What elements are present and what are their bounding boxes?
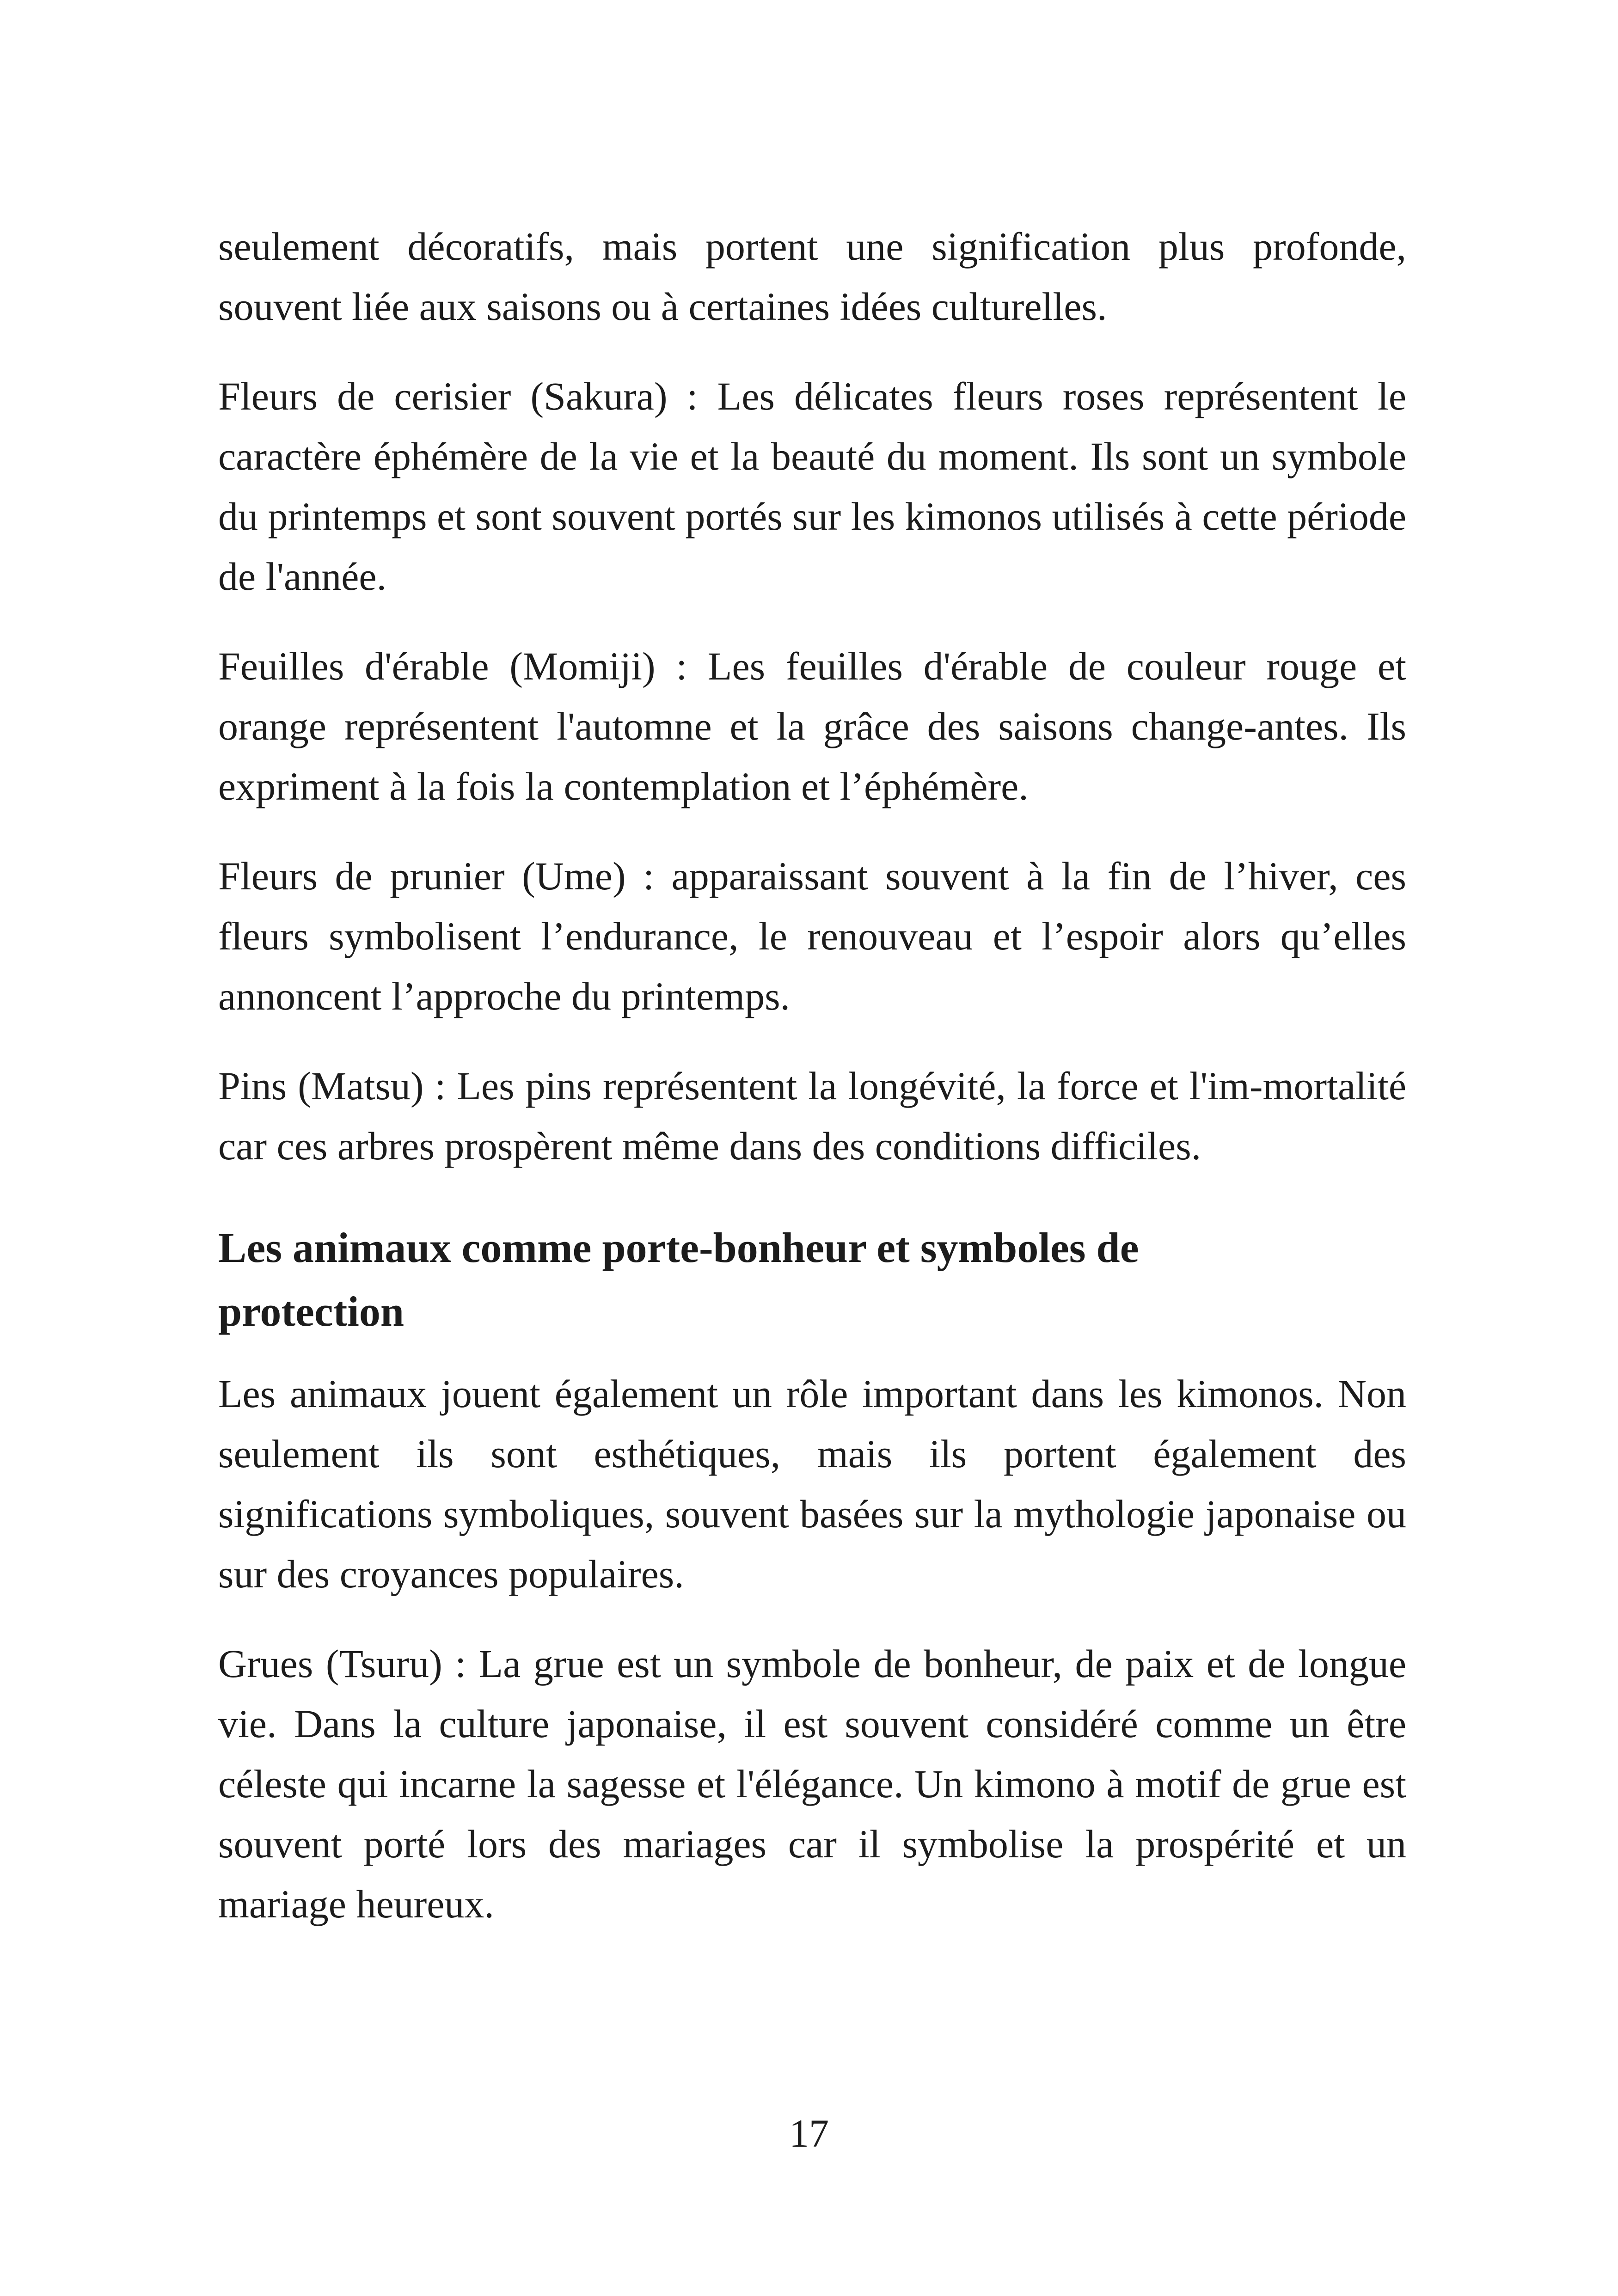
paragraph-tsuru: Grues (Tsuru) : La grue est un symbole de bonheur, de paix et de longue vie. Dans la culture japonaise, il est souvent considéré comme un être céleste qui incarne la sagesse et l'élégance. Un kimono à motif de grue est souvent porté lors des mariages car il symbolise la prospérité et un mariage heureux. bbox=[218, 1641, 1406, 1926]
paragraph-ume: Fleurs de prunier (Ume) : apparaissant souvent à la fin de l’hiver, ces fleurs symbolisent l’endurance, le renouveau et l’espoir alors qu’elles annoncent l’approche du printemps. bbox=[218, 854, 1406, 1018]
paragraph-animals-intro: Les animaux jouent également un rôle important dans les kimonos. Non seulement ils sont esthétiques, mais ils portent également des significations symboliques, souvent basées sur la mythologie japonaise ou sur des croyances populaires. bbox=[218, 1371, 1406, 1596]
paragraph-momiji: Feuilles d'érable (Momiji) : Les feuilles d'érable de couleur rouge et orange représentent l'automne et la grâce des saisons change-antes. Ils expriment à la fois la contemplation et l’éphémère. bbox=[218, 644, 1406, 808]
body-text bbox=[218, 216, 1406, 1934]
paragraph-sakura: Fleurs de cerisier (Sakura) : Les délicates fleurs roses représentent le caractère éphémère de la vie et la beauté du moment. Ils sont un symbole du printemps et sont souvent portés sur les kimonos utilisés à cette période de l'année. bbox=[218, 374, 1407, 599]
page-number: 17 bbox=[789, 2111, 829, 2155]
section-heading: Les animaux comme porte-bonheur et symboles de protection bbox=[218, 1224, 1139, 1335]
paragraph-intro-continuation: seulement décoratifs, mais portent une signification plus profonde, souvent liée aux saisons ou à certaines idées culturelles. bbox=[218, 224, 1406, 329]
paragraph-matsu: Pins (Matsu) : Les pins représentent la longévité, la force et l'im-mortalité car ces arbres prospèrent même dans des conditions difficiles. bbox=[218, 1064, 1406, 1168]
